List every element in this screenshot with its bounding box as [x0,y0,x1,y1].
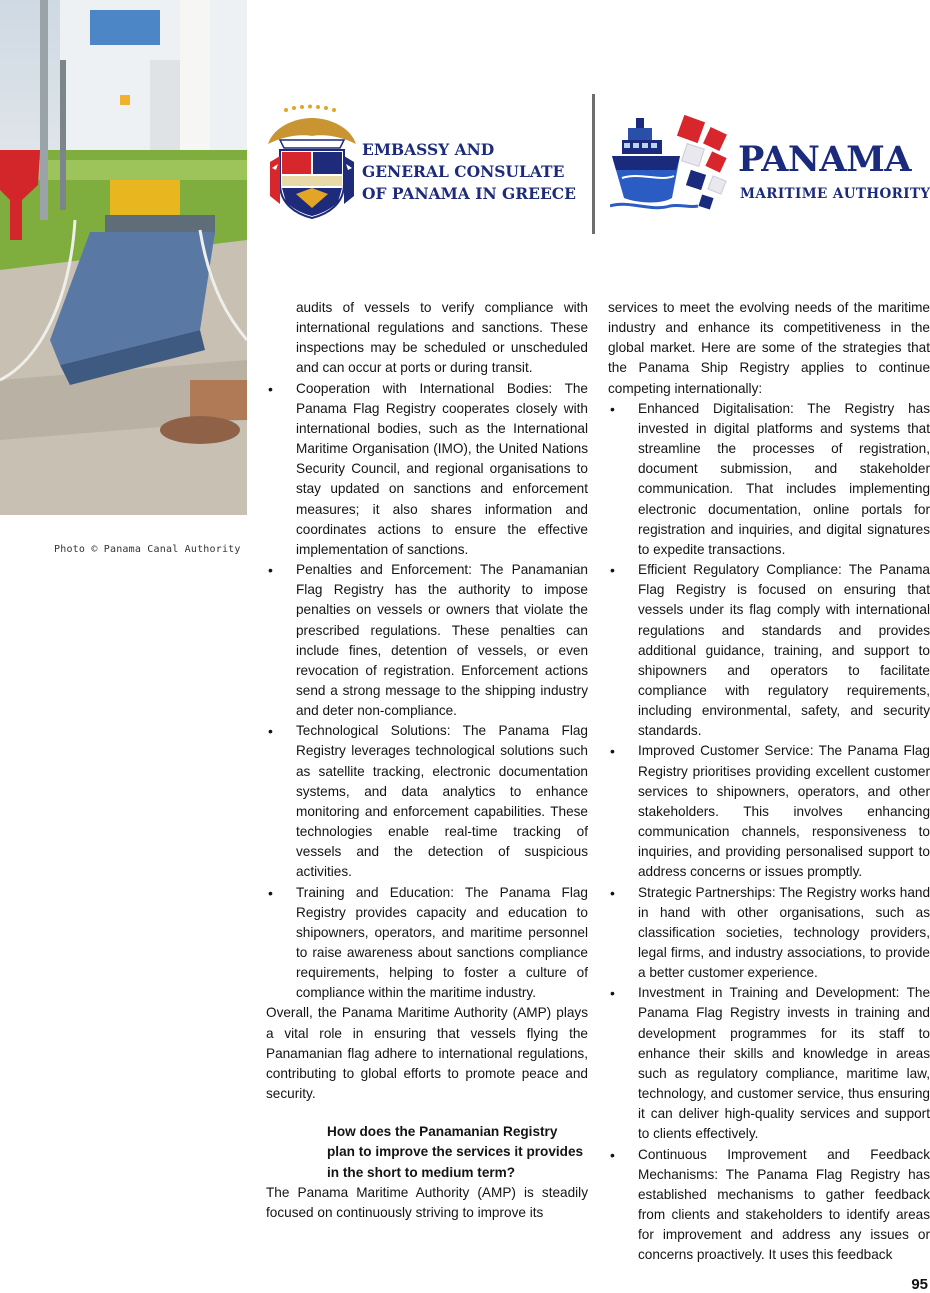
list-item: • Training and Education: The Panama Flag Registry provides capacity and education to shipowners, operators, and maritime personnel to raise awareness about sanctions compliance requirements, helping to foster a culture of compliance within the maritime industry. [266,883,588,1004]
photo-illustration [0,0,247,515]
overall-paragraph: Overall, the Panama Maritime Authority (AMP) plays a vital role in ensuring that vessels flying the Panamanian flag adhere to international regulations, contributing to global efforts to promote peace and security. [266,1005,588,1102]
list-item: • Investment in Training and Development: The Panama Flag Registry invests in training and development programmes for its staff to enhance their skills and knowledge in areas such as regulatory compliance, maritime law, technology, and customer service, thus ensuring it can deliver high-quality services and support to clients effectively. [608,983,930,1144]
list-item: • Enhanced Digitalisation: The Registry has invested in digital platforms and systems that streamline the processes of registration, document submission, and stakeholder communication. That includes implementing electronic documentation, online portals for registration and inquiries, and digital signatures to expedite transactions. [608,399,930,560]
authority-subtitle: MARITIME AUTHORITY [740,186,930,202]
embassy-line-2: GENERAL CONSULATE [362,162,565,181]
right-bullet-list [608,399,930,1266]
list-item: • Penalties and Enforcement: The Panamanian Flag Registry has the authority to impose penalties on vessels or owners that violate the prescribed regulations. These penalties can include fines, detention of vessels, or even revocation of registration. Enforcement actions send a strong message to the shipping industry and deter non-compliance. [266,560,588,721]
list-item: • Cooperation with International Bodies: The Panama Flag Registry cooperates closely with international bodies, such as the International Maritime Organisation (IMO), the United Nations Security Council, and regional organisations to stay updated on sanctions and enforcement measures; it also shares information and coordinates actions to ensure the effective implementation of sanctions. [266,379,588,560]
header-divider [592,94,595,234]
interview-question: How does the Panamanian Registry plan to improve the services it provides in the short to medium term? [327,1124,584,1180]
panama-coat-of-arms-icon [266,104,358,220]
embassy-line-3: OF PANAMA IN GREECE [362,184,576,203]
list-item: • Strategic Partnerships: The Registry works hand in hand with other organisations, such as classification societies, technology providers, legal firms, and industry associations, to provide a better customer experience. [608,883,930,984]
right-intro: services to meet the evolving needs of the maritime industry and enhance its competitiveness in the global market. Here are some of the strategies that the Panama Ship Registry applies to continue competing internationally: [608,300,930,396]
right-column [608,298,930,1266]
page-number: 95 [911,1276,928,1293]
photo-caption: Photo © Panama Canal Authority [54,544,241,555]
ship-logo-icon [610,112,732,214]
left-bullet-list [266,379,588,1004]
answer-paragraph: The Panama Maritime Authority (AMP) is steadily focused on continuously striving to improve its [266,1184,588,1220]
intro-continuation: audits of vessels to verify compliance with international regulations and sanctions. These inspections may be scheduled or unscheduled and can occur at ports or during transit. [296,300,588,376]
authority-name: PANAMA [738,139,911,180]
list-item: • Efficient Regulatory Compliance: The Panama Flag Registry is focused on ensuring that vessels under its flag comply with international regulations and standards and provides additional guidance, training, and support to shipowners and operators to facilitate compliance with regulatory requirements, including environmental, safety, and security standards. [608,560,930,741]
list-item: • Technological Solutions: The Panama Flag Registry leverages technological solutions such as satellite tracking, electronic documentation systems, and data analytics to enhance monitoring and enforcement capabilities. These technologies enable real-time tracking of vessels and the detection of suspicious activities. [266,721,588,882]
list-item: • Improved Customer Service: The Panama Flag Registry prioritises providing excellent customer services to shipowners, operators, and other stakeholders. This involves enhancing communication channels, responsiveness to inquiries, and providing personalised support to address concerns or issues promptly. [608,741,930,882]
port-photo [0,0,247,515]
list-item: • Continuous Improvement and Feedback Mechanisms: The Panama Flag Registry has established mechanisms to gather feedback from clients and stakeholders to identify areas for improvement and address any issues or concerns proactively. It uses this feedback [608,1145,930,1266]
embassy-title [362,139,592,205]
embassy-line-1: EMBASSY AND [362,140,495,159]
left-column [266,298,588,1223]
